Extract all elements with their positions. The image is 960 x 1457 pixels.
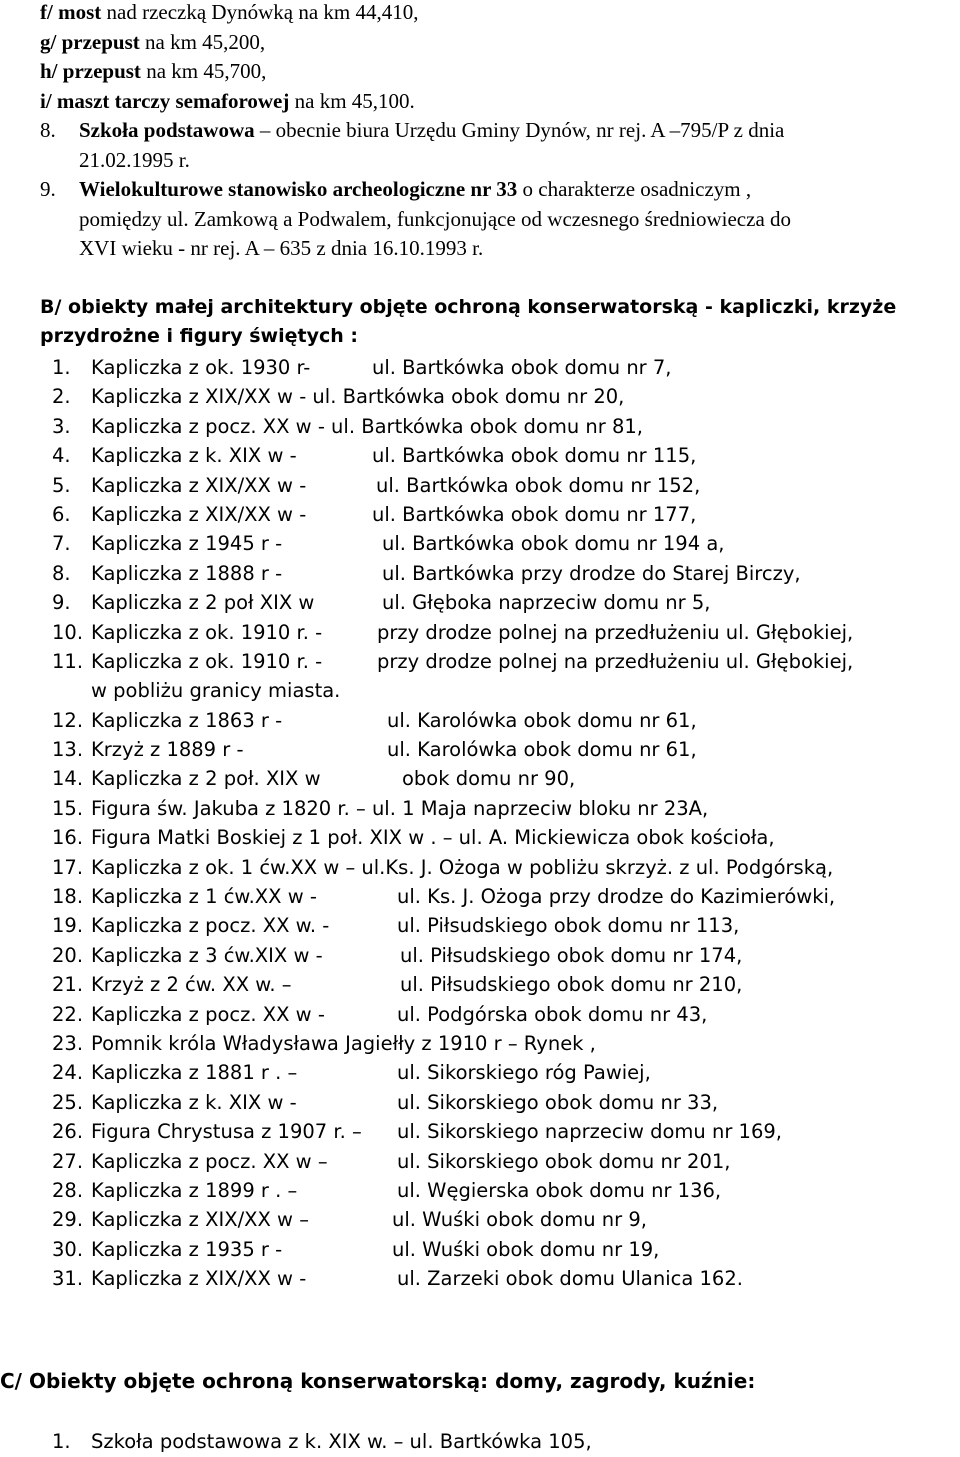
list-item-number: 30. (52, 1237, 84, 1261)
list-item-object: Kapliczka z XIX/XX w - (91, 473, 307, 497)
list-item-location: ul. Głęboka naprzeciw domu nr 5, (382, 591, 711, 615)
list-item-number: 18. (52, 885, 84, 909)
numbered-item-continuation: pomiędzy ul. Zamkową a Podwalem, funkcjonujące od wczesnego średniowiecza do (79, 206, 792, 231)
list-item-number: 23. (52, 1031, 84, 1055)
list-item-number: 14. (52, 767, 84, 791)
list-item: 1. Szkoła podstawowa z k. XIX w. – ul. Bartkówka 105, (52, 1430, 592, 1453)
list-item-number: 13. (52, 738, 84, 762)
list-item-object: Kapliczka z ok. 1910 r. - (91, 620, 323, 644)
list-item-location: ul. Bartkówka obok domu nr 194 a, (382, 532, 725, 556)
list-item-object: Kapliczka z 1863 r - (91, 708, 283, 732)
list-item-number: 21. (52, 973, 84, 997)
list-item-number: 9. (52, 591, 71, 615)
list-item-location: ul. Karolówka obok domu nr 61, (387, 708, 697, 732)
list-item-location: ul. Sikorskiego obok domu nr 33, (397, 1090, 719, 1114)
numbered-item-continuation: 21.02.1995 r. (79, 147, 190, 172)
list-item-number: 19. (52, 914, 84, 938)
list-item-location: ul. Piłsudskiego obok domu nr 174, (400, 943, 743, 967)
list-item-object: Krzyż z 2 ćw. XX w. – (91, 973, 292, 997)
list-item-location: ul. Piłsudskiego obok domu nr 113, (397, 914, 740, 938)
list-item-location: przy drodze polnej na przedłużeniu ul. Głębokiej, (377, 649, 854, 673)
list-item-object: Kapliczka z 2 poł. XIX w (91, 767, 321, 791)
list-item-object: Kapliczka z XIX/XX w - ul. Bartkówka obok domu nr 20, (91, 385, 625, 409)
list-item-number: 22. (52, 1002, 84, 1026)
section-b-title-line: B/ obiekty małej architektury objęte ochroną konserwatorską - kapliczki, krzyże (40, 296, 897, 318)
list-item-object: w pobliżu granicy miasta. (91, 679, 341, 703)
list-item-number: 10. (52, 620, 84, 644)
list-item-object: Krzyż z 1889 r - (91, 738, 244, 762)
list-item-object: Kapliczka z 1945 r - (91, 532, 283, 556)
list-item-location: ul. Podgórska obok domu nr 43, (397, 1002, 708, 1026)
list-item-object: Kapliczka z ok. 1930 r- (91, 356, 311, 379)
list-item-object: Kapliczka z XIX/XX w - (91, 1267, 307, 1291)
list-item-location: ul. Sikorskiego róg Pawiej, (397, 1061, 651, 1085)
list-item-object: Kapliczka z XIX/XX w - (91, 502, 307, 526)
list-item (52, 588, 952, 617)
list-item (52, 382, 952, 411)
list-item-number: 20. (52, 943, 84, 967)
list-item (52, 911, 952, 940)
list-item-number: 8. (52, 561, 71, 585)
list-item (52, 559, 952, 588)
numbered-item-continuation: XVI wieku - nr rej. A – 635 z dnia 16.10.1993 r. (79, 236, 484, 260)
list-item (52, 764, 952, 793)
list-item-location: ul. Bartkówka obok domu nr 7, (372, 356, 672, 379)
list-item-number: 27. (52, 1149, 84, 1173)
list-item-object: Figura Chrystusa z 1907 r. – (91, 1120, 362, 1144)
list-item (52, 882, 952, 911)
list-item-number: 7. (52, 532, 71, 556)
list-item-number: 11. (52, 649, 84, 673)
list-item (52, 1147, 952, 1176)
text-line: g/ przepust na km 45,200, (40, 29, 266, 54)
list-item-location: ul. Bartkówka obok domu nr 177, (372, 502, 697, 526)
list-item-number: 2. (52, 385, 71, 409)
list-item-location: ul. Ks. J. Ożoga przy drodze do Kazimierówki, (397, 885, 836, 909)
section-b-list (52, 353, 952, 1294)
text-line: i/ maszt tarczy semaforowej na km 45,100. (40, 88, 415, 113)
list-item (52, 500, 952, 529)
list-item-location: ul. Węgierska obok domu nr 136, (397, 1178, 722, 1202)
list-item-location: ul. Sikorskiego naprzeciw domu nr 169, (397, 1120, 782, 1144)
list-item-number: 26. (52, 1120, 84, 1144)
list-item-object: Kapliczka z k. XIX w - (91, 1090, 297, 1114)
list-item (52, 1058, 952, 1087)
section-b-heading (40, 293, 955, 351)
list-item-location: ul. Zarzeki obok domu Ulanica 162. (397, 1267, 743, 1291)
list-item-object: Kapliczka z XIX/XX w – (91, 1208, 309, 1232)
list-item-object: Kapliczka z 2 poł XIX w (91, 591, 315, 615)
list-item-location: ul. Bartkówka obok domu nr 115, (372, 444, 697, 468)
list-item (52, 353, 952, 382)
list-item (52, 412, 952, 441)
list-item-number: 24. (52, 1061, 84, 1085)
list-item (52, 794, 952, 823)
list-item-number: 6. (52, 502, 71, 526)
list-item (52, 970, 952, 999)
list-item (52, 706, 952, 735)
list-item (52, 1176, 952, 1205)
list-item-location: ul. Karolówka obok domu nr 61, (387, 738, 697, 762)
list-item (52, 647, 952, 676)
list-item-number: 1. (52, 356, 71, 379)
list-item-location: ul. Sikorskiego obok domu nr 201, (397, 1149, 731, 1173)
section-b-title-line: przydrożne i figury świętych : (40, 325, 358, 347)
list-item-object: Kapliczka z 1881 r . – (91, 1061, 298, 1085)
list-item (52, 941, 952, 970)
list-item-number: 4. (52, 444, 71, 468)
list-item (52, 823, 952, 852)
list-item-number: 12. (52, 708, 84, 732)
top-block (40, 0, 955, 264)
list-item-number: 29. (52, 1208, 84, 1232)
list-item-object: Kapliczka z ok. 1910 r. - (91, 649, 323, 673)
list-item-location: ul. Bartkówka przy drodze do Starej Birczy, (382, 561, 801, 585)
list-item (52, 529, 952, 558)
numbered-item: 8. Szkoła podstawowa – obecnie biura Urzędu Gminy Dynów, nr rej. A –795/P z dnia (40, 118, 785, 142)
list-item-number: 25. (52, 1090, 84, 1114)
list-item-object: Figura Matki Boskiej z 1 poł. XIX w . – ul. A. Mickiewicza obok kościoła, (91, 826, 775, 850)
list-item-location: ul. Bartkówka obok domu nr 152, (376, 473, 701, 497)
list-item-object: Kapliczka z 3 ćw.XIX w - (91, 943, 323, 967)
section-c-heading: C/ Obiekty objęte ochroną konserwatorską: domy, zagrody, kuźnie: (0, 1369, 756, 1393)
list-item (52, 1205, 952, 1234)
list-item-object: Kapliczka z pocz. XX w - ul. Bartkówka obok domu nr 81, (91, 414, 643, 438)
list-item-location: ul. Wuśki obok domu nr 9, (392, 1208, 647, 1232)
list-item-number: 28. (52, 1178, 84, 1202)
list-item-object: Kapliczka z 1935 r - (91, 1237, 283, 1261)
list-item-object: Kapliczka z 1899 r . – (91, 1178, 298, 1202)
list-item-number: 31. (52, 1267, 84, 1291)
list-item-number: 5. (52, 473, 71, 497)
list-item (52, 735, 952, 764)
text-line: h/ przepust na km 45,700, (40, 59, 267, 83)
list-item (52, 1264, 952, 1293)
list-item-object: Kapliczka z pocz. XX w. - (91, 914, 330, 938)
list-item-number: 16. (52, 826, 84, 850)
list-item-object: Kapliczka z pocz. XX w - (91, 1002, 325, 1026)
list-item-object: Kapliczka z pocz. XX w – (91, 1149, 328, 1173)
list-item-object: Kapliczka z k. XIX w - (91, 444, 297, 468)
list-item (52, 853, 952, 882)
numbered-item: 9. Wielokulturowe stanowisko archeologiczne nr 33 o charakterze osadniczym , (40, 177, 752, 201)
list-item-object: Kapliczka z 1 ćw.XX w - (91, 885, 317, 909)
list-item-number: 3. (52, 414, 71, 438)
list-item (52, 1029, 952, 1058)
list-item-location: obok domu nr 90, (402, 767, 576, 791)
list-item-location: przy drodze polnej na przedłużeniu ul. Głębokiej, (377, 620, 854, 644)
list-item-number: 17. (52, 855, 84, 879)
list-item (52, 1000, 952, 1029)
list-item (52, 676, 952, 705)
list-item-object: Pomnik króla Władysława Jagiełły z 1910 r – Rynek , (91, 1031, 596, 1055)
list-item (52, 618, 952, 647)
section-c-list (52, 1427, 592, 1456)
list-item-location: ul. Wuśki obok domu nr 19, (392, 1237, 660, 1261)
list-item-number: 15. (52, 796, 84, 820)
list-item (52, 441, 952, 470)
list-item (52, 1235, 952, 1264)
list-item-location: ul. Piłsudskiego obok domu nr 210, (400, 973, 743, 997)
list-item-object: Kapliczka z 1888 r - (91, 561, 283, 585)
text-line: f/ most nad rzeczką Dynówką na km 44,410, (40, 0, 419, 24)
list-item (52, 471, 952, 500)
list-item-object: Figura św. Jakuba z 1820 r. – ul. 1 Maja naprzeciw bloku nr 23A, (91, 796, 709, 820)
list-item-object: Kapliczka z ok. 1 ćw.XX w – ul.Ks. J. Ożoga w pobliżu skrzyż. z ul. Podgórską, (91, 855, 834, 879)
list-item (52, 1088, 952, 1117)
list-item (52, 1117, 952, 1146)
